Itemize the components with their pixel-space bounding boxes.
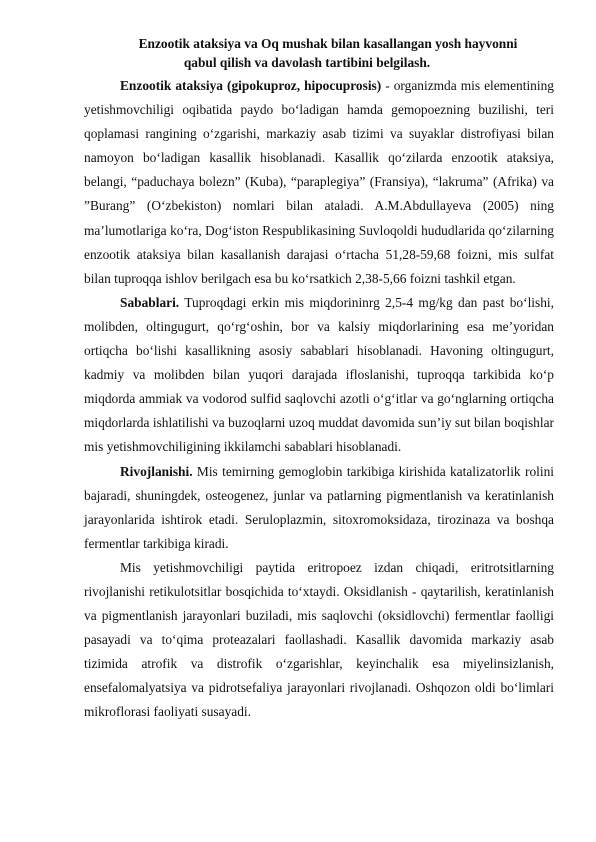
paragraph-definition (84, 74, 554, 291)
paragraph-pathogenesis (84, 556, 554, 725)
paragraph-lead: Sabablari. (120, 294, 180, 310)
paragraph-lead: Rivojlanishi. (120, 463, 193, 479)
paragraph-text: Mis temirning gemoglobin tarkibiga kirishida katalizatorlik rolini bajaradi, shuningdek, osteogenez, junlar va patlarning pigmentlanish va keratinlanish jarayonlarida ishtirok etadi. Seruloplazmin, sitoxromoksidaza, tirozinaza va boshqa fermentlar tarkibiga kiradi. (84, 463, 554, 551)
paragraph-development (84, 460, 554, 556)
paragraph-causes (84, 291, 554, 460)
document-title (84, 34, 554, 72)
paragraph-text: Mis yetishmovchiligi paytida eritropoez izdan chiqadi, eritrotsitlarning rivojlanishi retikulotsitlar bosqichida to‘xtaydi. Oksidlanish - qaytarilish, keratinlanish va pigmentlanish jarayonlari buziladi, mis saqlovchi (oksidlovchi) fermentlar faolligi pasayadi va to‘qima proteazalari faollashadi. Kasallik davomida markaziy asab tizimida atrofik va distrofik o‘zgarishlar, keyinchalik esa miyelinsizlanish, ensefalomalyatsiya va pidrotsefaliya jarayonlari rivojlanadi. Oshqozon oldi bo‘limlari mikroflorasi faoliyati susayadi. (84, 559, 554, 720)
paragraph-lead: Enzootik ataksiya (gipokuproz, hipocuprosis) (120, 78, 382, 93)
document-body (84, 74, 554, 725)
paragraph-text: Tuproqdagi erkin mis miqdorininrg 2,5-4 mg/kg dan past bo‘lishi, molibden, oltingugurt, qo‘rg‘oshin, bor va kalsiy miqdorlarining esa me’yoridan ortiqcha bo‘lishi kasallikning asosiy sabablari hisoblanadi. Havoning oltingugurt, kadmiy va molibden bilan yuqori darajada ifloslanishi, tuproqqa tarkibida ko‘p miqdorda ammiak va vodorod sulfid saqlovchi azotli o‘g‘itlar va go‘nglarning ortiqcha miqdorlarda ishlatilishi va buzoqlarni uzoq muddat davomida sun’iy sut bilan boqishlar mis yetishmovchiligining ikkilamchi sabablari hisoblanadi. (84, 294, 554, 455)
paragraph-text: - organizmda mis elementining yetishmovchiligi oqibatida paydo bo‘ladigan hamda gemopoezning buzilishi, teri qoplamasi rangining o‘zgarishi, markaziy asab tizimi va suyaklar distrofiyasi bilan namoyon bo‘ladigan kasallik hisoblanadi. Kasallik qo‘zilarda enzootik ataksiya, belangi, “paduchaya bolezn” (Kuba), “paraplegiya” (Fransiya), “lakruma” (Afrika) va ”Burang” (O‘zbekiston) nomlari bilan ataladi. A.M.Abdullayeva (2005) ning ma’lumotlariga ko‘ra, Dog‘iston Respublikasining Suvloqoldi hududlarida qo‘zilarning enzootik ataksiya bilan kasallanish darajasi o‘rtacha 51,28-59,68 foizni, mis sulfat bilan tuproqqa ishlov berilgach esa bu ko‘rsatkich 2,38-5,66 foizni tashkil etgan. (84, 78, 554, 286)
title-line-1: Enzootik ataksiya va Oq mushak bilan kasallangan yosh hayvonni (138, 36, 518, 51)
title-line-2: qabul qilish va davolash tartibini belgilash. (183, 55, 431, 70)
